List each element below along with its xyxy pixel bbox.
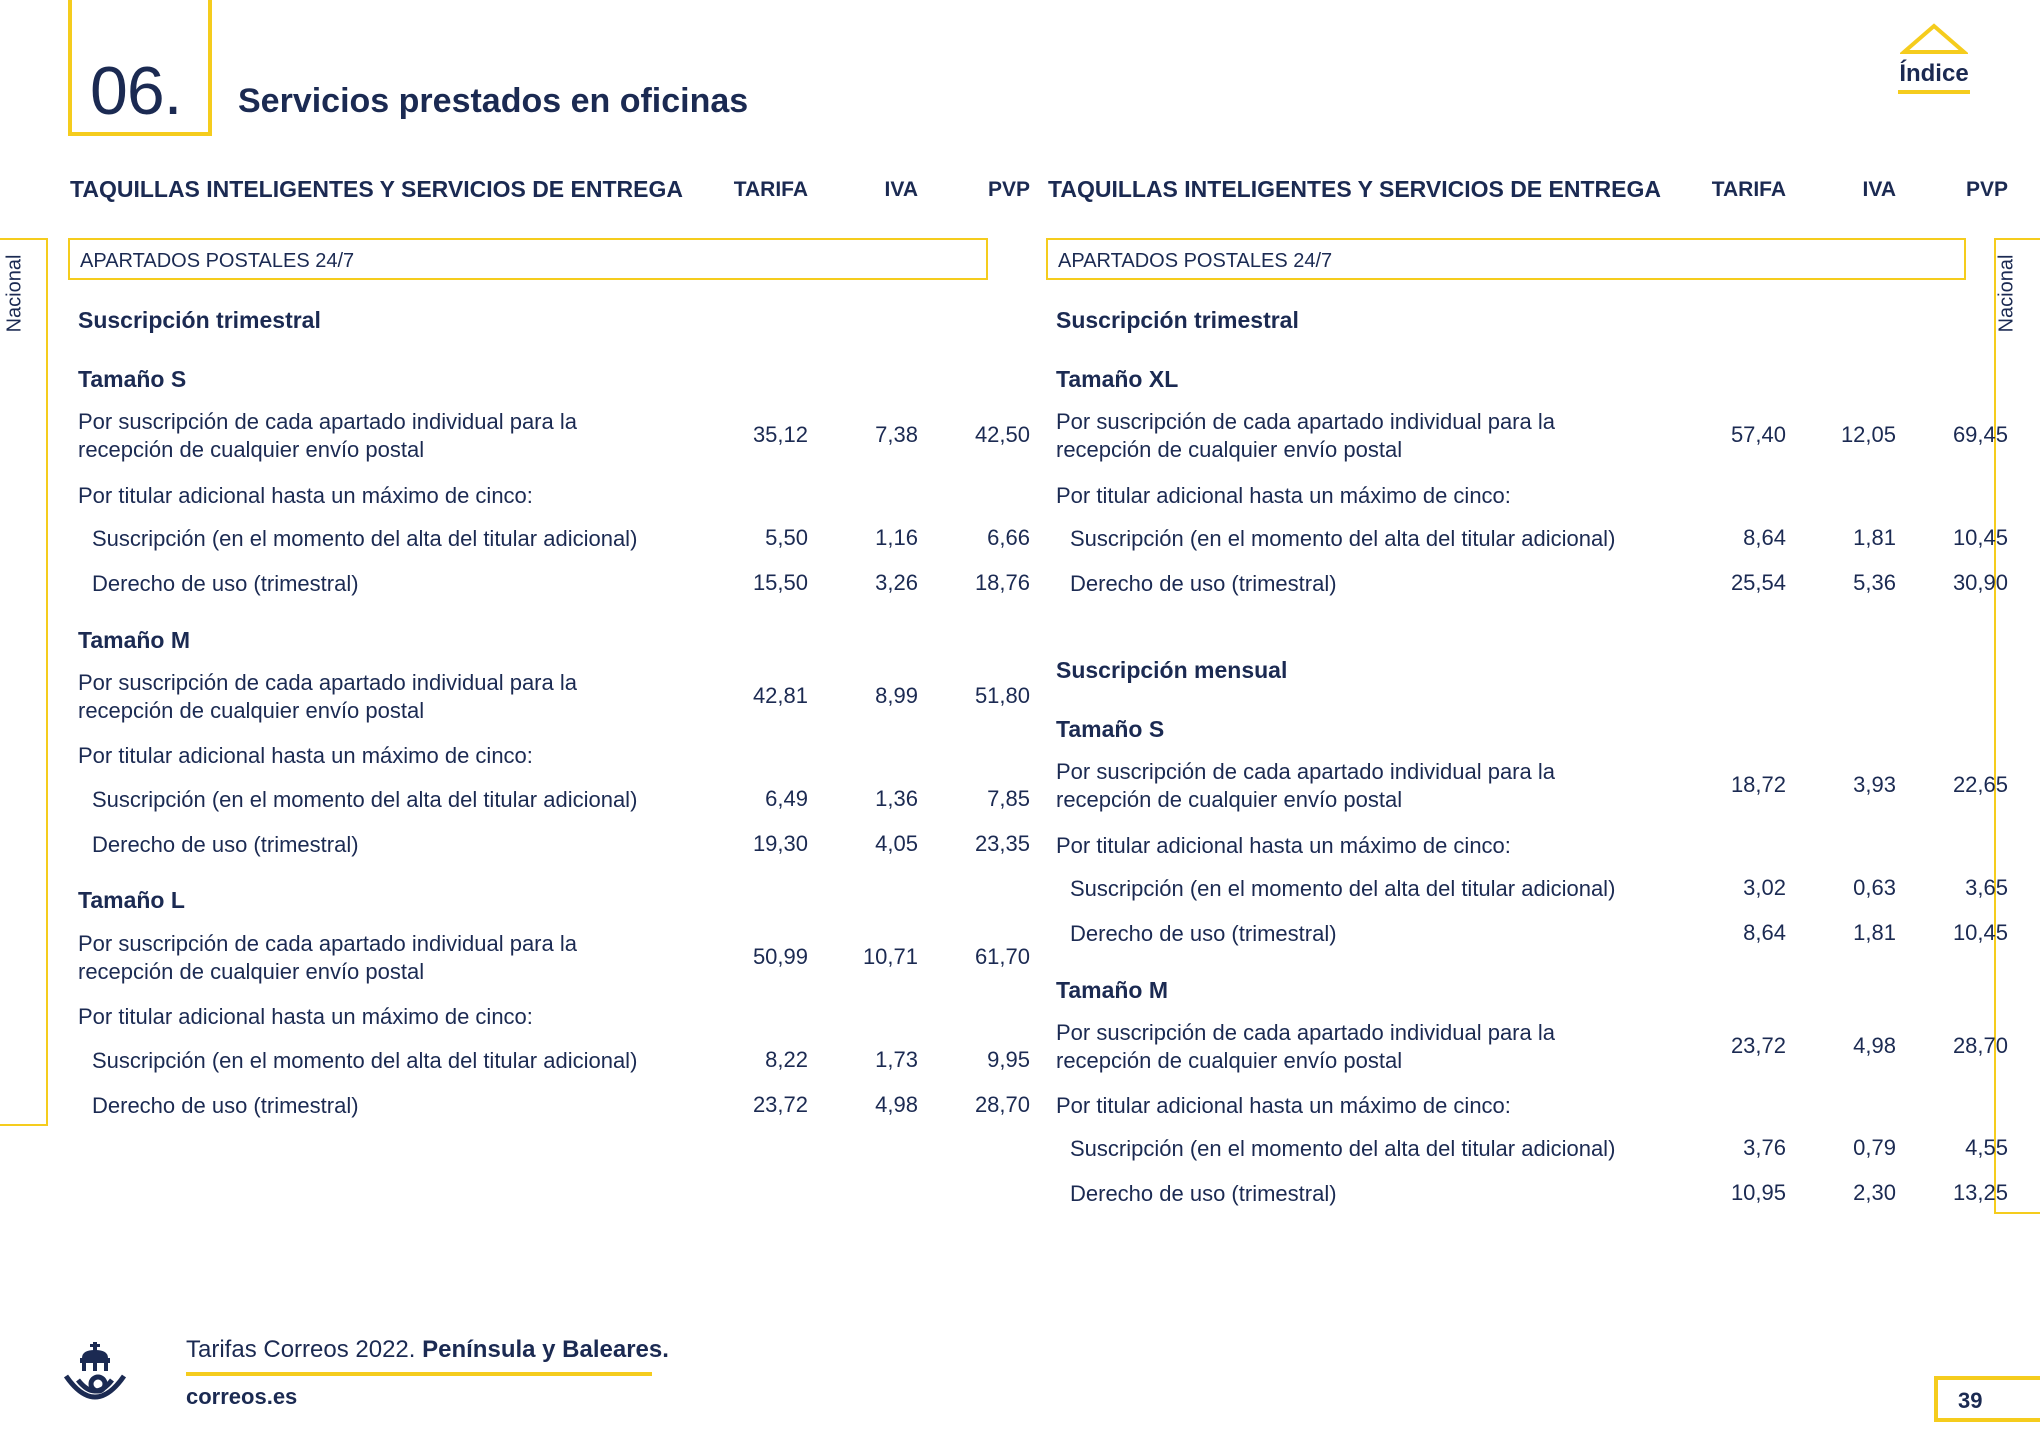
row-heading: Suscripción trimestral [78,307,321,333]
row-pvp: 9,95 [987,1047,1030,1072]
row-tarifa: 15,50 [752,570,808,595]
column-iva: IVA [884,178,918,201]
footer-underline [186,1372,652,1376]
row-pvp: 28,70 [1952,1033,2008,1058]
row-pvp: 42,50 [974,422,1030,447]
row-label: Derecho de uso (trimestral) [92,571,359,596]
row-tarifa: 5,50 [765,525,808,550]
row-heading: Suscripción mensual [1056,657,1288,683]
row-label: Por suscripción de cada apartado individual para la recepción de cualquier envío postal [78,931,577,984]
row-label: Suscripción (en el momento del alta del titular adicional) [1070,876,1616,901]
row-pvp: 23,35 [974,831,1030,856]
page-title: Servicios prestados en oficinas [238,82,749,120]
row-tarifa: 25,54 [1730,570,1786,595]
row-label: Suscripción (en el momento del alta del titular adicional) [1070,526,1616,551]
row-tarifa: 3,02 [1743,875,1786,900]
table-header [68,172,1030,212]
footer-region: Península y Baleares. [422,1336,669,1363]
row-heading: Tamaño XL [1056,366,1179,392]
row-pvp: 4,55 [1965,1135,2008,1160]
row-tarifa: 10,95 [1730,1180,1786,1205]
row-label: Suscripción (en el momento del alta del titular adicional) [92,787,638,812]
row-heading: Tamaño M [78,627,191,653]
row-tarifa: 23,72 [752,1092,808,1117]
index-label: Índice [1899,60,1969,87]
row-tarifa: 19,30 [752,831,808,856]
row-pvp: 28,70 [974,1092,1030,1117]
column-title: TAQUILLAS INTELIGENTES Y SERVICIOS DE ENTREGA [70,176,683,202]
row-pvp: 69,45 [1952,422,2008,447]
row-label: Por titular adicional hasta un máximo de cinco: [1056,833,1511,858]
row-iva: 12,05 [1840,422,1896,447]
row-pvp: 30,90 [1952,570,2008,595]
row-label: Derecho de uso (trimestral) [1070,921,1337,946]
side-label-left: Nacional [3,254,26,333]
side-label-right: Nacional [1995,254,2018,333]
row-heading: Tamaño S [78,366,187,392]
row-iva: 0,79 [1853,1135,1896,1160]
row-tarifa: 50,99 [752,944,808,969]
row-label: Por suscripción de cada apartado individual para la recepción de cualquier envío postal [1056,1020,1555,1073]
row-heading: Suscripción trimestral [1056,307,1299,333]
row-iva: 0,63 [1853,875,1896,900]
row-label: Por titular adicional hasta un máximo de cinco: [78,1004,533,1029]
row-tarifa: 3,76 [1743,1135,1786,1160]
row-iva: 4,98 [875,1092,918,1117]
row-tarifa: 35,12 [752,422,808,447]
row-pvp: 13,25 [1952,1180,2008,1205]
row-label: Suscripción (en el momento del alta del titular adicional) [92,1048,638,1073]
row-heading: Tamaño L [78,887,185,913]
row-pvp: 7,85 [987,786,1030,811]
row-tarifa: 8,64 [1743,525,1786,550]
price-table-left [68,172,1030,1118]
row-label: Derecho de uso (trimestral) [1070,571,1337,596]
row-tarifa: 6,49 [765,786,808,811]
section-number: 06. [90,53,182,129]
column-tarifa: TARIFA [1711,178,1786,201]
home-triangle-icon [1900,22,1968,56]
page-number-box [1934,1376,2040,1422]
row-iva: 1,81 [1853,525,1896,550]
row-iva: 8,99 [875,683,918,708]
row-iva: 7,38 [875,422,918,447]
column-pvp: PVP [987,178,1030,201]
row-label: Derecho de uso (trimestral) [1070,1181,1337,1206]
row-label: Por titular adicional hasta un máximo de cinco: [1056,483,1511,508]
page-number: 39 [1958,1388,1983,1413]
row-iva: 1,81 [1853,920,1896,945]
row-pvp: 10,45 [1952,920,2008,945]
row-label: Por titular adicional hasta un máximo de cinco: [1056,1093,1511,1118]
row-label: Derecho de uso (trimestral) [92,1093,359,1118]
footer-url-link[interactable]: correos.es [186,1384,298,1409]
footer-text [186,1336,669,1364]
correos-logo-icon [58,1340,132,1414]
row-tarifa: 8,22 [765,1047,808,1072]
footer-prefix: Tarifas Correos 2022. [186,1336,416,1363]
section-label: APARTADOS POSTALES 24/7 [1046,238,1966,280]
row-iva: 4,98 [1853,1033,1896,1058]
row-iva: 5,36 [1853,570,1896,595]
row-label: Derecho de uso (trimestral) [92,832,359,857]
row-pvp: 51,80 [974,683,1030,708]
row-pvp: 10,45 [1952,525,2008,550]
index-link[interactable] [1898,22,1970,110]
row-iva: 1,16 [875,525,918,550]
row-iva: 2,30 [1853,1180,1896,1205]
row-heading: Tamaño S [1056,716,1165,742]
row-tarifa: 8,64 [1743,920,1786,945]
row-label: Por suscripción de cada apartado individual para la recepción de cualquier envío postal [78,409,577,462]
column-title: TAQUILLAS INTELIGENTES Y SERVICIOS DE ENTREGA [1048,176,1661,202]
row-pvp: 3,65 [1965,875,2008,900]
row-label: Suscripción (en el momento del alta del titular adicional) [92,526,638,551]
row-label: Por titular adicional hasta un máximo de cinco: [78,743,533,768]
side-tab-left [0,238,48,1126]
row-iva: 10,71 [862,944,918,969]
row-heading: Tamaño M [1056,977,1169,1003]
row-iva: 4,05 [875,831,918,856]
row-tarifa: 18,72 [1730,772,1786,797]
row-pvp: 18,76 [974,570,1030,595]
row-tarifa: 23,72 [1730,1033,1786,1058]
row-iva: 3,26 [875,570,918,595]
row-label: Por suscripción de cada apartado individual para la recepción de cualquier envío postal [1056,409,1555,462]
row-pvp: 6,66 [987,525,1030,550]
row-iva: 1,36 [875,786,918,811]
index-underline [1898,90,1970,94]
column-iva: IVA [1862,178,1896,201]
row-label: Por suscripción de cada apartado individual para la recepción de cualquier envío postal [1056,759,1555,812]
side-tab-right [1994,238,2040,1214]
column-tarifa: TARIFA [733,178,808,201]
row-iva: 3,93 [1853,772,1896,797]
table-header [1046,172,2008,212]
column-pvp: PVP [1965,178,2008,201]
section-label: APARTADOS POSTALES 24/7 [68,238,988,280]
row-label: Por suscripción de cada apartado individual para la recepción de cualquier envío postal [78,670,577,723]
row-label: Suscripción (en el momento del alta del titular adicional) [1070,1136,1616,1161]
row-label: Por titular adicional hasta un máximo de cinco: [78,483,533,508]
row-tarifa: 42,81 [752,683,808,708]
row-pvp: 61,70 [974,944,1030,969]
row-tarifa: 57,40 [1730,422,1786,447]
row-pvp: 22,65 [1952,772,2008,797]
row-iva: 1,73 [875,1047,918,1072]
